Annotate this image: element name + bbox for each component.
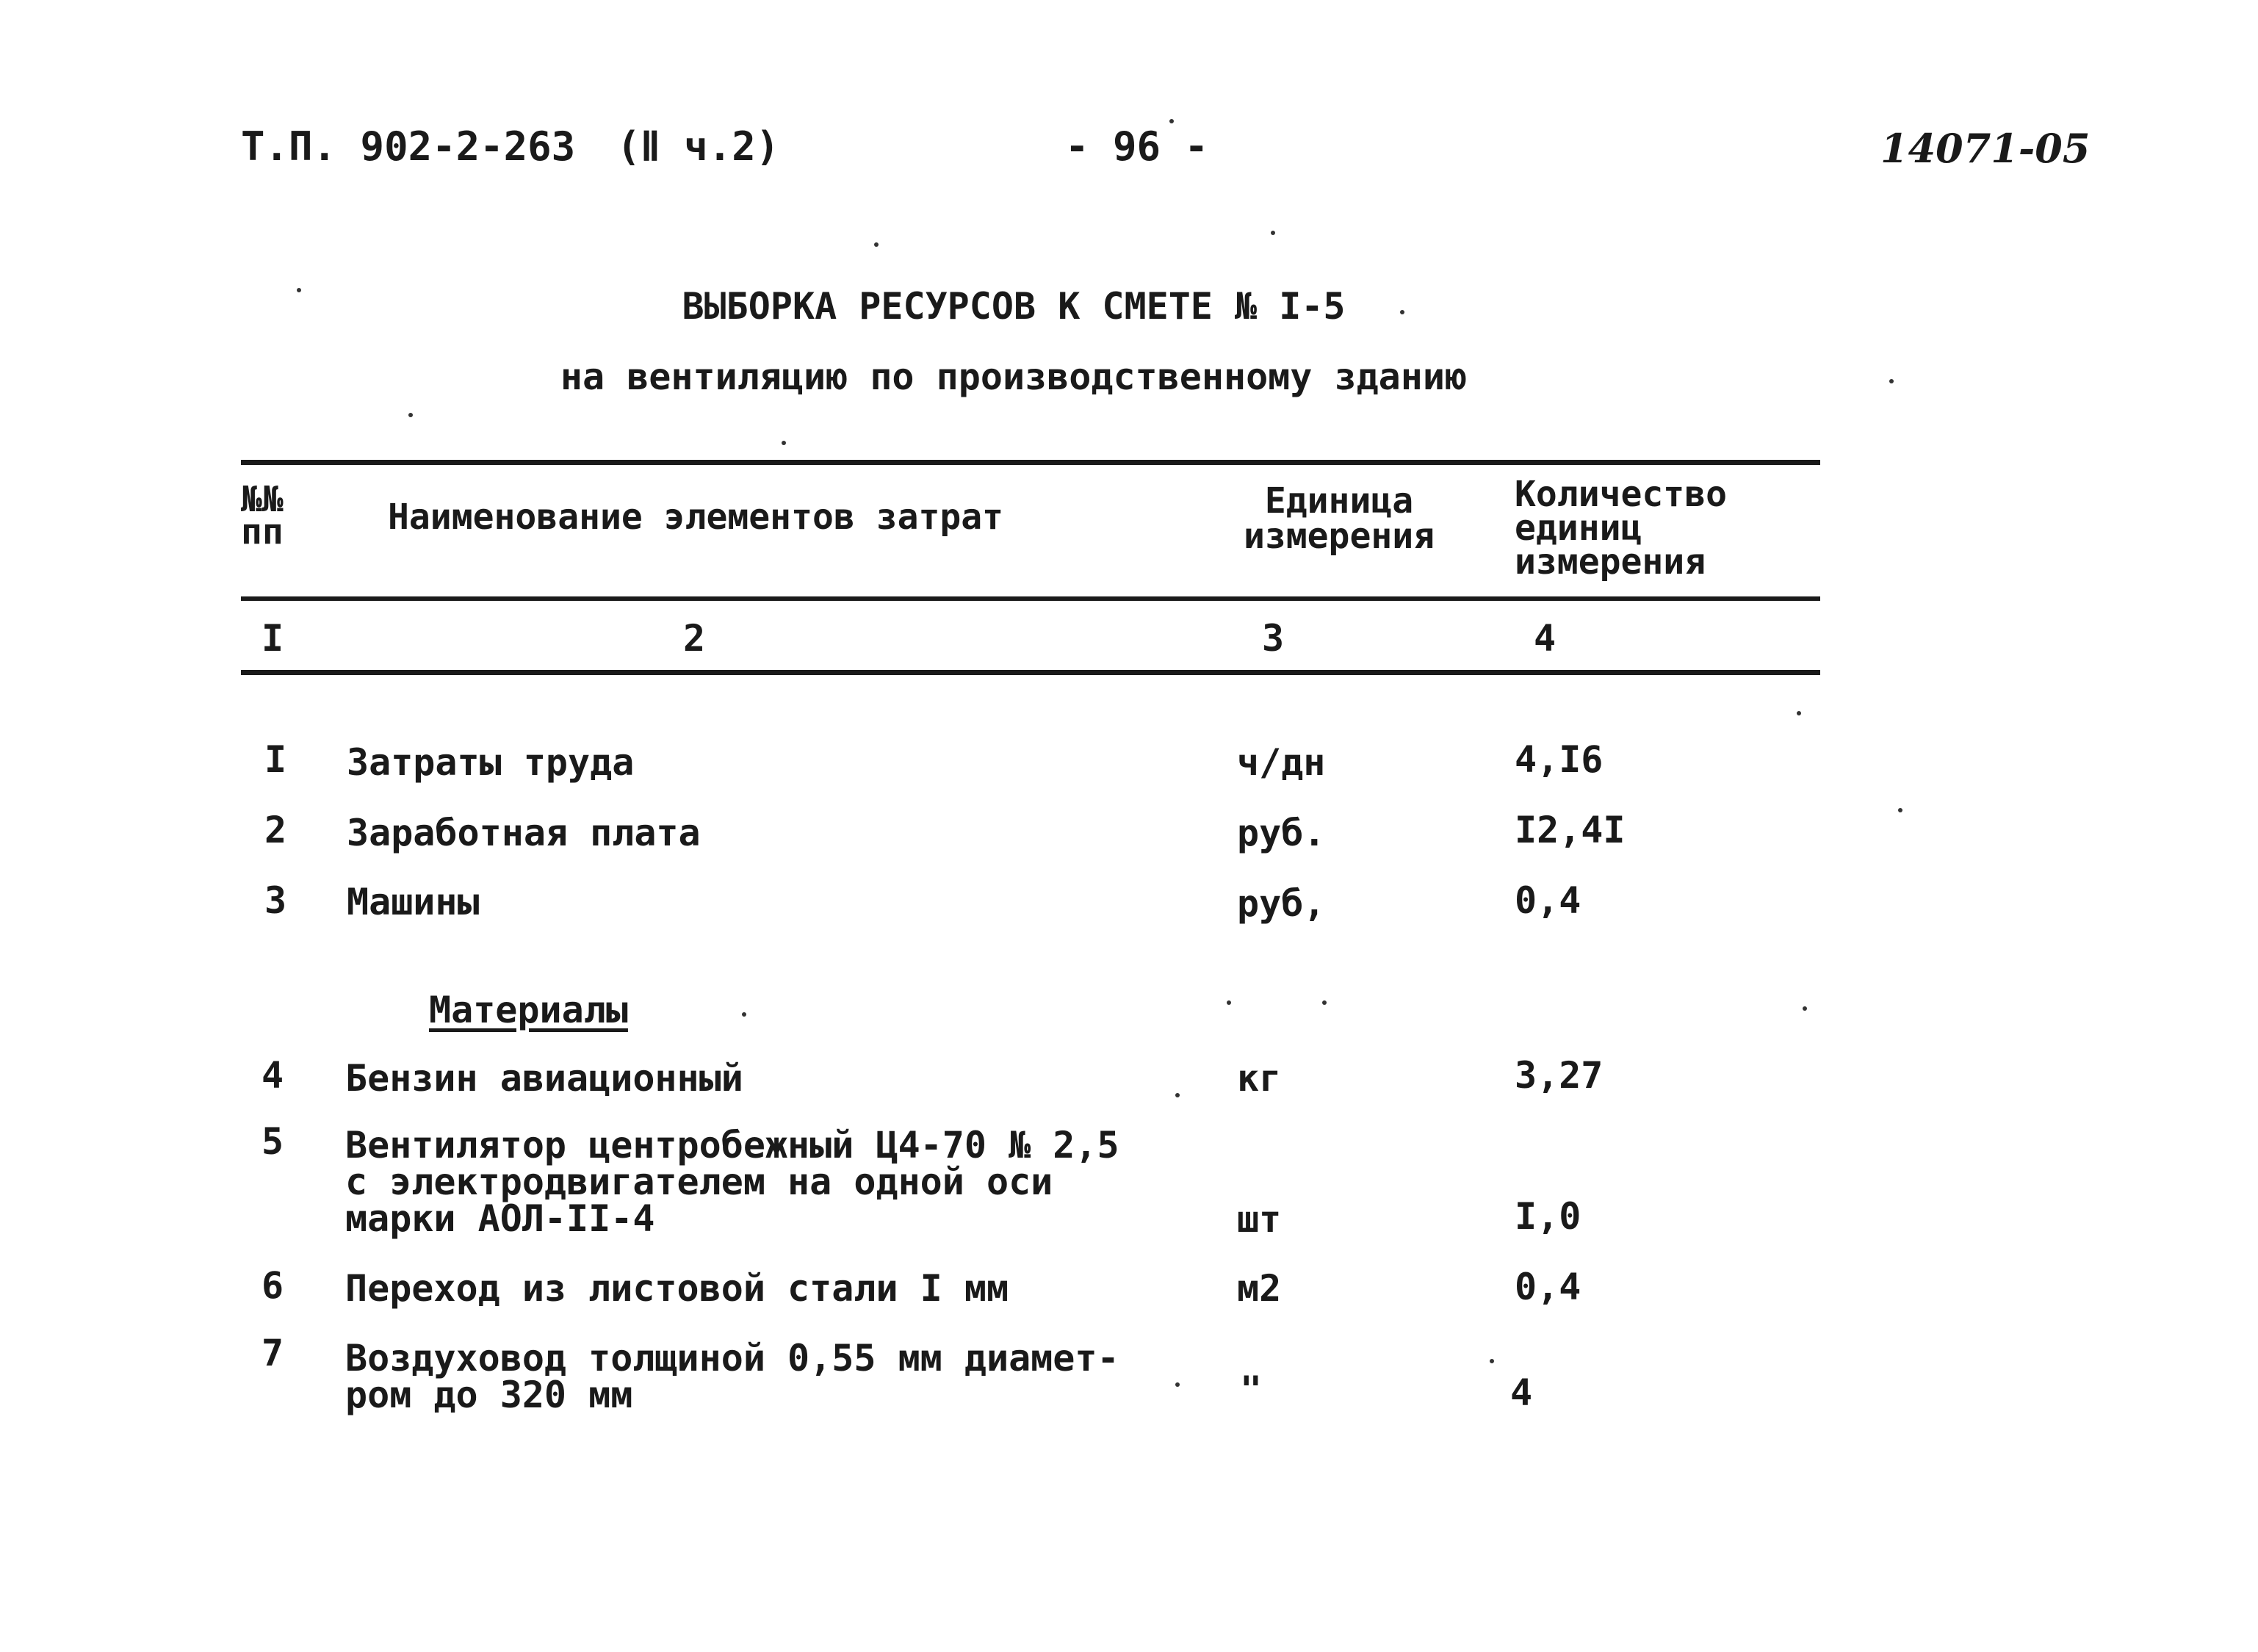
row-unit: кг <box>1237 1057 1282 1100</box>
scan-speck <box>408 413 413 417</box>
row-number: I <box>264 738 287 781</box>
column-header-num: №№ пп <box>241 479 284 552</box>
scan-speck <box>1898 808 1902 812</box>
row-name: Вентилятор центробежный Ц4-70 № 2,5 с электродвигателем на одной оси марки АОЛ-II-4 <box>345 1124 1119 1240</box>
row-name: Бензин авиационный <box>345 1057 743 1100</box>
scan-speck <box>1175 1093 1180 1097</box>
row-unit: руб, <box>1237 882 1326 925</box>
header-bottom-rule <box>241 596 1820 601</box>
scan-speck <box>1169 119 1174 123</box>
handwritten-code: 14071-05 <box>1880 125 2091 172</box>
row-quantity: 3,27 <box>1515 1054 1604 1097</box>
column-header-quantity: Количество единиц измерения <box>1515 474 1727 582</box>
scan-speck <box>1175 1382 1180 1387</box>
scan-speck <box>1322 1000 1327 1005</box>
column-number-1: I <box>261 617 284 660</box>
table-top-rule <box>241 460 1820 465</box>
row-number: 4 <box>261 1054 284 1097</box>
row-name: Машины <box>347 881 480 923</box>
row-name: Заработная плата <box>347 812 701 854</box>
column-number-4: 4 <box>1534 617 1557 660</box>
scan-speck <box>297 288 301 292</box>
document-subtitle: на вентиляцию по производственному зданию <box>560 356 1468 398</box>
row-unit: шт <box>1237 1198 1282 1241</box>
doc-part: (Ⅱ ч.2) <box>616 123 780 170</box>
row-number: 7 <box>261 1332 284 1374</box>
row-number: 2 <box>264 809 287 851</box>
row-unit: м2 <box>1237 1267 1282 1310</box>
row-name: Затраты труда <box>347 741 635 784</box>
column-number-3: 3 <box>1262 617 1285 660</box>
doc-code: Т.П. 902-2-263 <box>241 123 576 170</box>
row-quantity: I2,4I <box>1515 809 1626 851</box>
row-unit: ч/дн <box>1237 741 1326 784</box>
document-code <box>241 123 779 170</box>
scan-speck <box>1400 310 1404 314</box>
scan-speck <box>1889 379 1894 383</box>
row-name: Воздуховод толщиной 0,55 мм диамет- ром до 320 мм <box>345 1337 1119 1416</box>
row-unit: " <box>1240 1368 1263 1411</box>
column-numbers-rule <box>241 670 1820 675</box>
document-title: ВЫБОРКА РЕСУРСОВ К СМЕТЕ № I-5 <box>682 285 1346 328</box>
column-header-unit: Единица измерения <box>1243 480 1435 557</box>
section-heading-materials: Материалы <box>429 989 628 1031</box>
scan-speck <box>1271 231 1275 235</box>
scan-speck <box>874 242 879 247</box>
row-quantity: 4,I6 <box>1515 738 1604 781</box>
page-number: - 96 - <box>1065 123 1209 170</box>
column-header-name: Наименование элементов затрат <box>388 497 1004 538</box>
row-number: 3 <box>264 879 287 922</box>
row-quantity: 0,4 <box>1515 1266 1581 1308</box>
row-quantity: 4 <box>1510 1371 1533 1414</box>
scan-speck <box>782 441 786 445</box>
row-number: 6 <box>261 1264 284 1307</box>
row-name: Переход из листовой стали I мм <box>345 1267 1009 1310</box>
row-unit: руб. <box>1237 812 1326 854</box>
scan-speck <box>1803 1006 1807 1011</box>
scan-speck <box>1797 711 1801 715</box>
row-quantity: I,0 <box>1515 1195 1581 1238</box>
row-number: 5 <box>261 1120 284 1163</box>
row-quantity: 0,4 <box>1515 879 1581 922</box>
scan-speck <box>1227 1000 1231 1005</box>
scan-speck <box>742 1012 746 1017</box>
column-number-2: 2 <box>683 617 706 660</box>
scan-speck <box>1490 1359 1494 1363</box>
